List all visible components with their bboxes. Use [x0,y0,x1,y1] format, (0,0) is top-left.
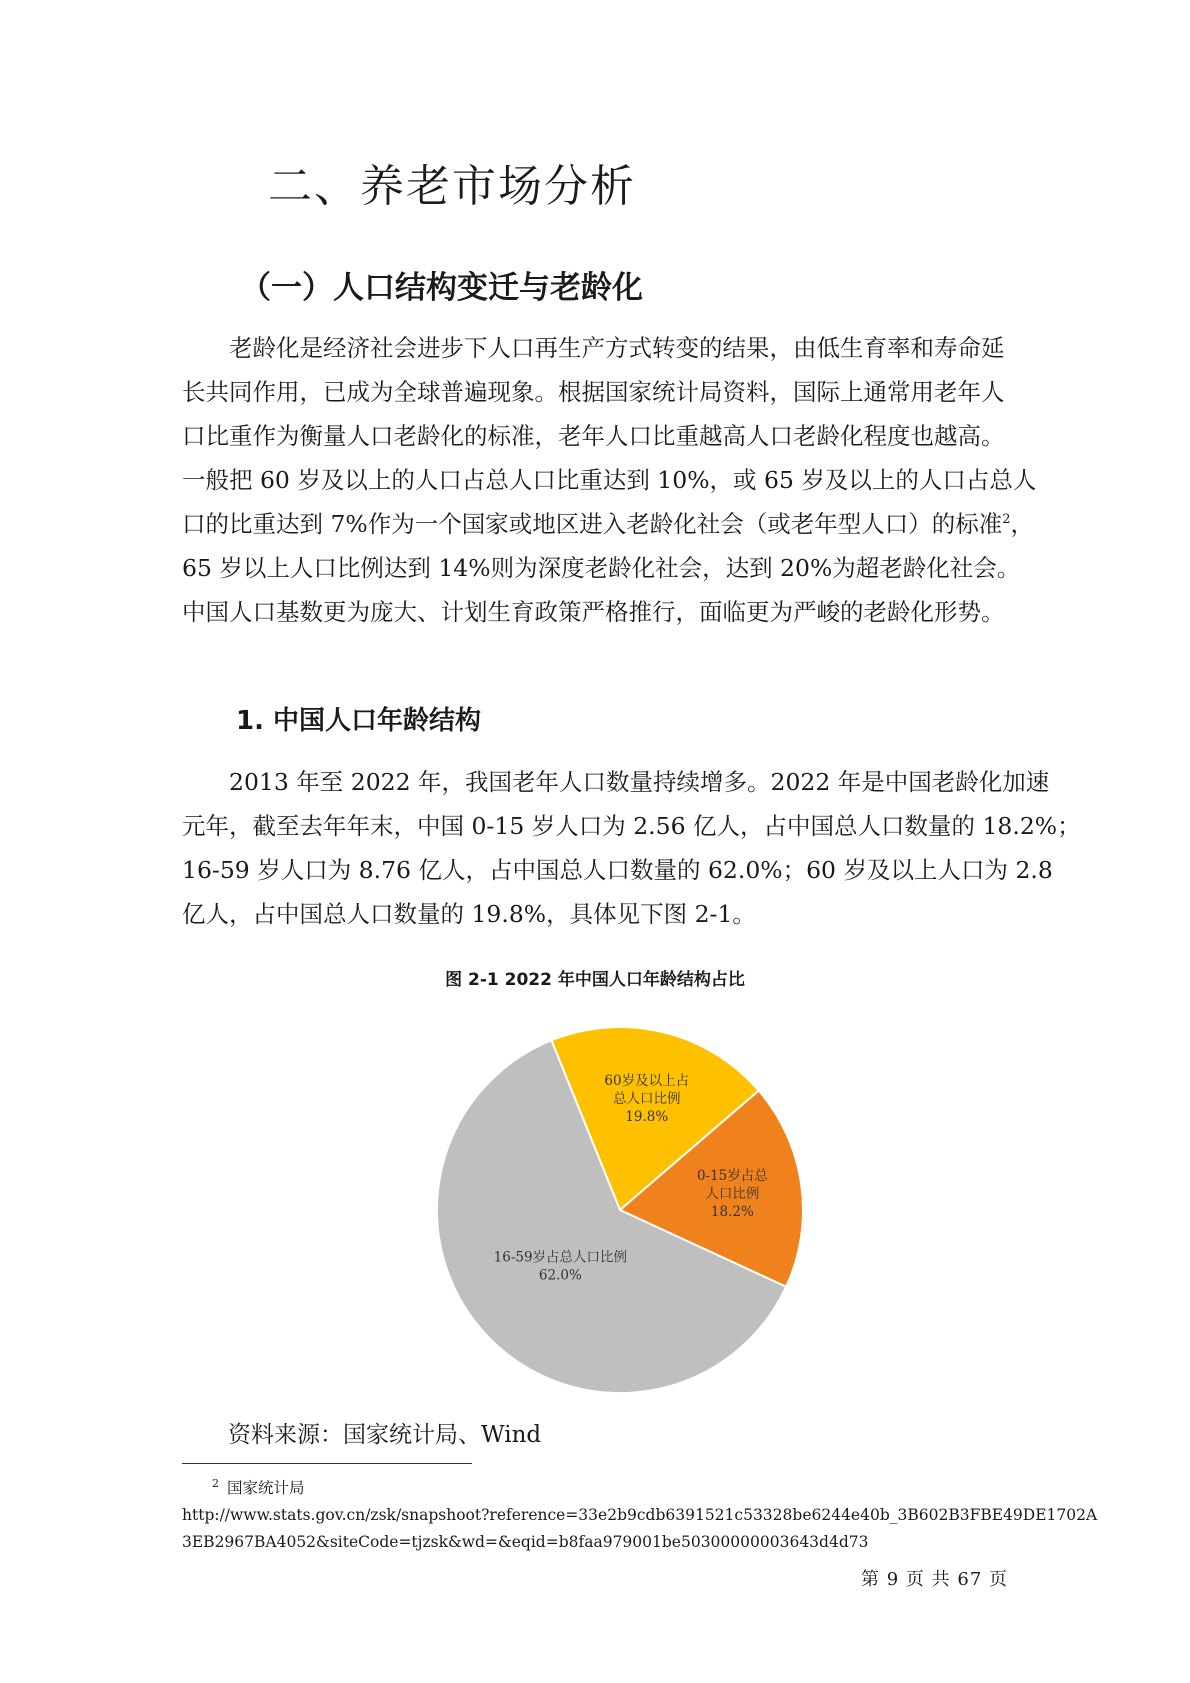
slice-category-label: 0-15岁占总 [696,1167,768,1184]
footnote-title-line [182,1470,1032,1502]
slice-value-label: 18.2% [710,1203,754,1220]
page-number: 第 9 页 共 67 页 [861,1569,1008,1590]
slice-category-label: 60岁及以上占 [604,1073,690,1090]
paragraph-line-text: 口的比重达到 7%作为一个国家或地区进入老龄化社会（或老年型人口）的标准 [182,510,1003,538]
paragraph-line: 元年，截至去年年末，中国 0-15 岁人口为 2.56 亿人，占中国总人口数量的 18.2%； [182,812,1081,840]
slice-category-label: 16-59岁占总人口比例 [493,1249,628,1266]
paragraph-line: 长共同作用，已成为全球普遍现象。根据国家统计局资料，国际上通常用老年人 [182,378,1005,406]
footnote-url-line[interactable]: http://www.stats.gov.cn/zsk/snapshoot?reference=33e2b9cdb6391521c53328be6244e40b_3B602B3FBE49DE1702A [182,1506,1098,1525]
paragraph-line-tail: ， [1010,510,1035,538]
footnote [182,1470,1098,1556]
paragraph-line: 65 岁以上人口比例达到 14%则为深度老龄化社会，达到 20%为超老龄化社会。 [182,554,1021,582]
paragraph-line-with-ref [182,502,1035,546]
pie-chart [400,1010,840,1410]
paragraph-line: 一般把 60 岁及以上的人口占总人口比重达到 10%，或 65 岁及以上的人口占总人 [182,466,1037,494]
slice-category-label: 总人口比例 [613,1091,681,1108]
slice-value-label: 62.0% [538,1267,582,1284]
footnote-url-line[interactable]: 3EB2967BA4052&siteCode=tjzsk&wd=&eqid=b8faa979001be50300000003643d4d73 [182,1533,869,1552]
paragraph-line: 老龄化是经济社会进步下人口再生产方式转变的结果，由低生育率和寿命延 [229,334,1005,362]
paragraph-aging-definition [182,326,1037,634]
subsection-title: 1. 中国人口年龄结构 [236,706,482,736]
slice-category-label: 人口比例 [705,1185,760,1202]
paragraph-line: 2013 年至 2022 年，我国老年人口数量持续增多。2022 年是中国老龄化加速 [229,768,1050,796]
footnote-divider [182,1463,472,1464]
section-title: （一）人口结构变迁与老龄化 [240,270,643,306]
figure-caption: 图 2-1 2022 年中国人口年龄结构占比 [445,970,745,990]
footnote-reference[interactable]: 2 [1002,512,1011,528]
chapter-title: 二、养老市场分析 [268,161,636,212]
paragraph-line: 16-59 岁人口为 8.76 亿人，占中国总人口数量的 62.0%；60 岁及以上人口为 2.8 [182,856,1053,884]
slice-value-label: 19.8% [625,1109,669,1126]
footnote-title: 国家统计局 [227,1479,305,1498]
paragraph-line: 口比重作为衡量人口老龄化的标准，老年人口比重越高人口老龄化程度也越高。 [182,422,1005,450]
footnote-marker: 2 [212,1477,219,1490]
paragraph-line: 中国人口基数更为庞大、计划生育政策严格推行，面临更为严峻的老龄化形势。 [182,598,1005,626]
paragraph-age-structure [182,760,1081,936]
paragraph-line: 亿人，占中国总人口数量的 19.8%，具体见下图 2-1。 [182,900,756,928]
source-note: 资料来源：国家统计局、Wind [228,1422,542,1448]
